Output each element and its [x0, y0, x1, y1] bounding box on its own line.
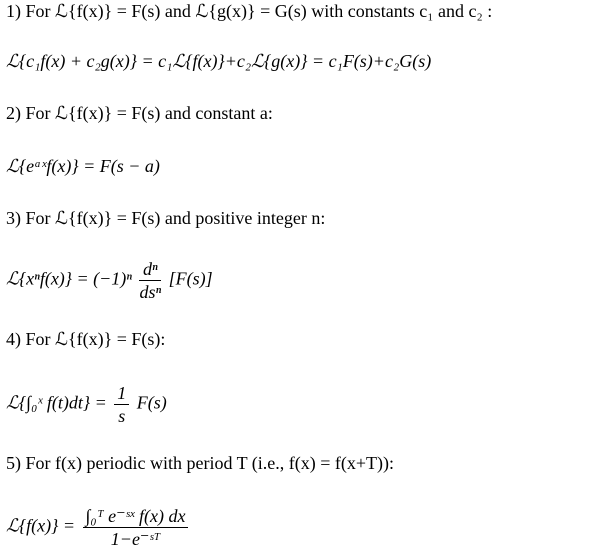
property-3-condition: 3) For ℒ{f(x)} = F(s) and positive integer n:: [6, 208, 326, 228]
property-5-formula: [6, 505, 191, 550]
property-2-formula: ℒ{eᵃˣf(x)} = F(s − a): [6, 156, 160, 176]
property-3-fraction-numerator: dⁿ: [139, 258, 161, 281]
property-2-condition: 2) For ℒ{f(x)} = F(s) and constant a:: [6, 103, 273, 123]
property-4-fraction: [114, 382, 129, 427]
property-5-condition: 5) For f(x) periodic with period T (i.e., f(x) = f(x+T)):: [6, 453, 395, 473]
property-1-condition: 1) For ℒ{f(x)} = F(s) and ℒ{g(x)} = G(s) with constants c₁ and c₂ :: [6, 1, 493, 21]
property-3-formula: [6, 258, 213, 303]
property-4-formula: [6, 382, 167, 427]
property-4-formula-right: F(s): [136, 392, 167, 413]
property-5-fraction: [83, 505, 189, 550]
property-5-fraction-numerator: ∫₀ᵀ e⁻ˢˣ f(x) dx: [83, 505, 189, 528]
property-1-formula: ℒ{c₁f(x) + c₂g(x)} = c₁ℒ{f(x)}+c₂ℒ{g(x)} = c₁F(s)+c₂G(s): [6, 51, 432, 71]
property-3-formula-right: [F(s)]: [168, 268, 213, 289]
property-5-formula-left: ℒ{f(x)} =: [6, 515, 75, 536]
property-4-condition: 4) For ℒ{f(x)} = F(s):: [6, 329, 166, 349]
property-3-fraction-denominator: dsⁿ: [139, 282, 162, 302]
property-4-formula-left: ℒ{∫₀ˣ f(t)dt} =: [6, 392, 107, 413]
property-3-derivative-fraction: [139, 258, 161, 303]
property-4-fraction-numerator: 1: [114, 382, 129, 405]
property-4-fraction-denominator: s: [118, 406, 126, 426]
property-5-fraction-denominator: 1−e⁻ˢᵀ: [110, 529, 161, 549]
property-3-formula-left: ℒ{xⁿf(x)} = (−1)ⁿ: [6, 268, 132, 289]
